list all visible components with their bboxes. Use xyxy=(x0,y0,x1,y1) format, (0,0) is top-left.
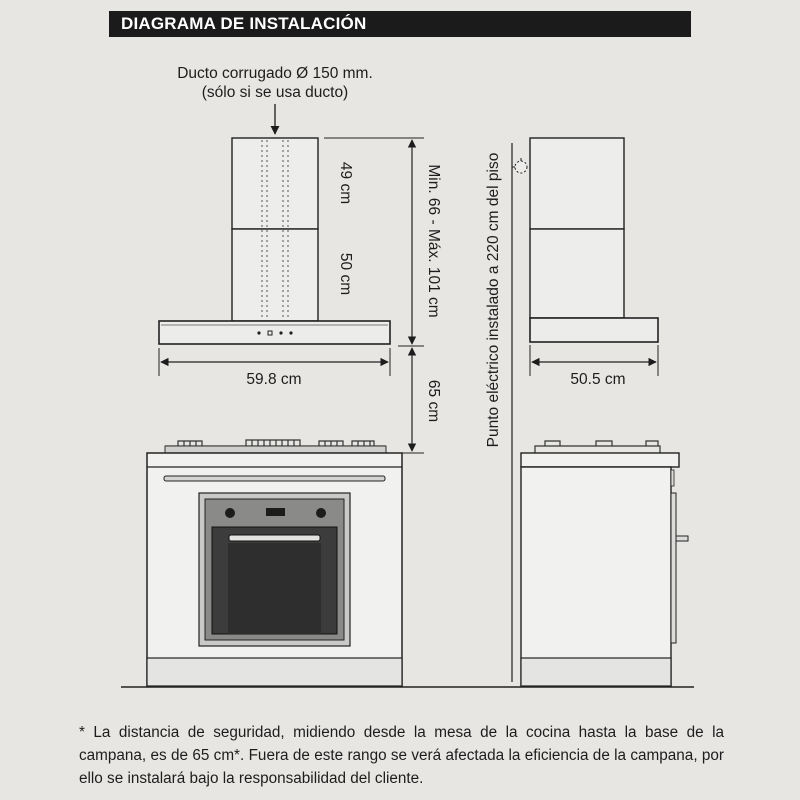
upper-chimney-height-label: 49 cm xyxy=(337,161,354,205)
total-height-label: Min. 66 - Máx. 101 cm xyxy=(425,164,442,318)
electrical-point-marker xyxy=(512,158,527,173)
side-depth-label: 50.5 cm xyxy=(570,371,626,388)
storage-drawer xyxy=(147,658,402,686)
hood-front-view xyxy=(159,138,390,344)
hood-canopy xyxy=(159,321,390,344)
upper-chimney xyxy=(232,138,318,229)
duct-label: Ducto corrugado Ø 150 mm. xyxy=(177,65,373,82)
lower-chimney-height-label: 50 cm xyxy=(337,252,354,296)
clearance-label: 65 cm xyxy=(425,379,442,423)
oven-knob-right xyxy=(316,508,326,518)
electrical-point-label: Punto eléctrico instalado a 220 cm del piso xyxy=(485,152,502,448)
range-front-view xyxy=(147,440,402,686)
oven-knob-left xyxy=(225,508,235,518)
hood-width-label: 59.8 cm xyxy=(246,371,302,388)
oven-display xyxy=(266,508,285,516)
lower-chimney xyxy=(232,229,318,321)
duct-note: (sólo si se usa ducto) xyxy=(201,84,349,101)
diagram-title: DIAGRAMA DE INSTALACIÓN xyxy=(109,11,691,37)
range-side-view xyxy=(521,441,688,686)
hood-side-view xyxy=(530,138,658,342)
oven-handle xyxy=(164,476,385,481)
safety-footnote: * La distancia de seguridad, midiendo desde la mesa de la cocina hasta la base de la campana, es de 65 cm*. Fuera de este rango se verá afectada la eficiencia de la campana, por ello se instalará bajo la responsabilidad del cliente. xyxy=(79,724,724,787)
burner-grates xyxy=(165,440,386,446)
